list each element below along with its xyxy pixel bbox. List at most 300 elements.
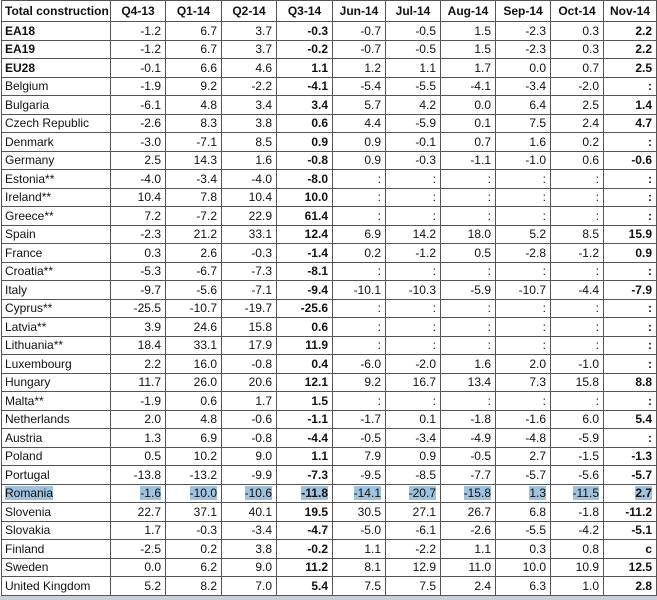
cell-value: -0.5 [415, 23, 436, 38]
row-label-text: EA18 [5, 23, 36, 38]
construction-table [1, 0, 657, 596]
cell-q4 [111, 244, 166, 263]
cell-value: -4.4 [578, 282, 599, 297]
cell-value: -4.1 [470, 79, 491, 94]
cell-sep [496, 318, 551, 337]
cell-value: -10.7 [518, 282, 546, 297]
cell-q1 [166, 262, 222, 281]
cell-oct [551, 558, 604, 577]
cell-jul [386, 22, 441, 41]
row-label [2, 336, 111, 355]
cell-value: 1.6 [255, 153, 272, 168]
cell-aug [441, 503, 496, 522]
cell-aug [441, 133, 496, 152]
cell-value: 2.7 [635, 486, 652, 501]
cell-q4 [111, 114, 166, 133]
cell-q4 [111, 188, 166, 207]
cell-jul [386, 207, 441, 226]
cell-aug [441, 373, 496, 392]
cell-oct [551, 540, 604, 559]
cell-q2 [222, 392, 277, 411]
cell-value: -7.9 [631, 282, 652, 297]
cell-value: 33.1 [193, 338, 217, 353]
cell-jun [333, 429, 386, 448]
cell-value: : [648, 430, 652, 445]
cell-q1 [166, 577, 222, 596]
cell-value: : [487, 264, 491, 279]
cell-value: -1.3 [631, 449, 652, 464]
cell-q3 [277, 558, 333, 577]
cell-oct [551, 429, 604, 448]
cell-jul [386, 151, 441, 170]
cell-q4 [111, 281, 166, 300]
cell-oct [551, 262, 604, 281]
cell-value: -0.8 [307, 153, 328, 168]
cell-value: -1.7 [360, 412, 381, 427]
cell-aug [441, 188, 496, 207]
row-header-title: Total construction [2, 1, 111, 22]
cell-q2 [222, 207, 277, 226]
cell-q4 [111, 59, 166, 78]
row-label-text: Italy [5, 282, 28, 297]
cell-value: 0.6 [311, 319, 328, 334]
cell-value: 10.9 [575, 560, 599, 575]
cell-q3 [277, 22, 333, 41]
cell-value: -0.3 [196, 523, 217, 538]
row-label-text: Cyprus** [5, 301, 53, 316]
cell-value: 0.7 [582, 60, 599, 75]
cell-value: -13.8 [133, 467, 161, 482]
cell-value: -1.2 [578, 245, 599, 260]
cell-value: : [432, 208, 436, 223]
cell-value: -1.0 [578, 356, 599, 371]
cell-value: 0.0 [144, 560, 161, 575]
cell-sep [496, 336, 551, 355]
cell-oct [551, 151, 604, 170]
cell-jun [333, 22, 386, 41]
cell-jun [333, 355, 386, 374]
cell-value: : [648, 264, 652, 279]
cell-value: 2.0 [144, 412, 161, 427]
cell-value: -9.7 [140, 282, 161, 297]
row-label-text: Greece** [5, 208, 54, 223]
cell-q3 [277, 262, 333, 281]
cell-q1 [166, 225, 222, 244]
cell-q3 [277, 410, 333, 429]
cell-aug [441, 170, 496, 189]
cell-value: -7.3 [307, 467, 328, 482]
table-row [2, 207, 657, 226]
cell-value: 4.6 [255, 60, 272, 75]
cell-value: : [377, 338, 381, 353]
cell-nov [604, 503, 657, 522]
cell-value: 9.0 [255, 560, 272, 575]
cell-value: 2.5 [144, 153, 161, 168]
cell-q3 [277, 170, 333, 189]
cell-value: 10.4 [248, 190, 272, 205]
cell-jul [386, 558, 441, 577]
cell-value: -3.4 [196, 171, 217, 186]
row-label-text: Ireland** [5, 190, 52, 205]
cell-q2 [222, 503, 277, 522]
cell-sep [496, 392, 551, 411]
cell-jun [333, 77, 386, 96]
row-label [2, 207, 111, 226]
cell-value: -5.4 [360, 79, 381, 94]
cell-value: -0.2 [307, 42, 328, 57]
cell-q4 [111, 262, 166, 281]
column-header: Q3-14 [277, 1, 333, 22]
cell-q2 [222, 558, 277, 577]
cell-q3 [277, 521, 333, 540]
cell-jun [333, 447, 386, 466]
cell-value: 6.8 [529, 504, 546, 519]
cell-nov [604, 151, 657, 170]
cell-value: -3.4 [525, 79, 546, 94]
cell-oct [551, 77, 604, 96]
cell-nov [604, 355, 657, 374]
cell-value: -4.8 [525, 430, 546, 445]
cell-value: -0.3 [415, 153, 436, 168]
cell-jul [386, 40, 441, 59]
cell-value: -0.5 [360, 430, 381, 445]
cell-q4 [111, 22, 166, 41]
cell-sep [496, 410, 551, 429]
cell-sep [496, 540, 551, 559]
cell-q1 [166, 281, 222, 300]
cell-value: 1.1 [364, 541, 381, 556]
cell-nov [604, 336, 657, 355]
row-label [2, 577, 111, 596]
cell-q4 [111, 466, 166, 485]
cell-value: 16.7 [412, 375, 436, 390]
row-label [2, 392, 111, 411]
cell-value: -0.5 [415, 42, 436, 57]
cell-jul [386, 521, 441, 540]
cell-jul [386, 577, 441, 596]
cell-value: 26.0 [193, 375, 217, 390]
row-label [2, 503, 111, 522]
cell-value: -0.3 [251, 245, 272, 260]
cell-nov [604, 96, 657, 115]
cell-value: 0.0 [474, 97, 491, 112]
cell-sep [496, 77, 551, 96]
cell-value: 22.7 [137, 504, 161, 519]
cell-value: 0.9 [364, 134, 381, 149]
cell-value: 0.6 [200, 393, 217, 408]
cell-value: 15.8 [248, 319, 272, 334]
cell-value: 0.3 [144, 245, 161, 260]
cell-value: : [542, 301, 546, 316]
cell-value: 7.5 [529, 116, 546, 131]
cell-value: 30.5 [357, 504, 381, 519]
cell-value: 1.0 [582, 578, 599, 593]
cell-sep [496, 373, 551, 392]
cell-aug [441, 447, 496, 466]
column-header: Q4-13 [111, 1, 166, 22]
cell-sep [496, 207, 551, 226]
cell-q1 [166, 540, 222, 559]
cell-value: -10.6 [244, 486, 272, 501]
cell-value: -7.7 [470, 467, 491, 482]
row-label [2, 77, 111, 96]
cell-value: 0.9 [635, 245, 652, 260]
cell-value: -10.0 [189, 486, 217, 501]
cell-oct [551, 188, 604, 207]
cell-q2 [222, 318, 277, 337]
cell-q4 [111, 429, 166, 448]
cell-q2 [222, 466, 277, 485]
cell-value: : [487, 301, 491, 316]
cell-sep [496, 466, 551, 485]
cell-q1 [166, 114, 222, 133]
cell-sep [496, 299, 551, 318]
cell-value: -1.6 [140, 486, 161, 501]
row-label-text: Finland [5, 541, 45, 556]
cell-q4 [111, 558, 166, 577]
cell-q3 [277, 244, 333, 263]
cell-value: 8.2 [200, 578, 217, 593]
cell-value: 1.5 [474, 42, 491, 57]
cell-nov [604, 244, 657, 263]
cell-value: 40.1 [248, 504, 272, 519]
table-row [2, 133, 657, 152]
cell-oct [551, 225, 604, 244]
cell-value: 0.1 [474, 116, 491, 131]
cell-value: : [432, 319, 436, 334]
cell-value: : [377, 171, 381, 186]
cell-q1 [166, 151, 222, 170]
cell-value: -1.2 [415, 245, 436, 260]
cell-value: : [595, 301, 599, 316]
cell-jul [386, 281, 441, 300]
cell-value: : [648, 393, 652, 408]
table-row [2, 336, 657, 355]
cell-jun [333, 188, 386, 207]
cell-jun [333, 262, 386, 281]
cell-value: 5.4 [635, 412, 652, 427]
cell-value: -0.1 [415, 134, 436, 149]
cell-value: 0.9 [364, 153, 381, 168]
cell-value: 1.7 [474, 60, 491, 75]
cell-value: 0.3 [529, 541, 546, 556]
cell-aug [441, 318, 496, 337]
table-row [2, 114, 657, 133]
cell-value: -7.1 [251, 282, 272, 297]
cell-value: : [542, 171, 546, 186]
cell-q3 [277, 392, 333, 411]
cell-value: 1.5 [474, 23, 491, 38]
cell-q2 [222, 484, 277, 503]
row-label-text: Slovakia [5, 523, 51, 538]
cell-value: 37.1 [193, 504, 217, 519]
cell-q1 [166, 373, 222, 392]
cell-nov [604, 114, 657, 133]
row-label [2, 540, 111, 559]
cell-q4 [111, 410, 166, 429]
cell-value: 1.5 [311, 393, 328, 408]
cell-value: -1.8 [470, 412, 491, 427]
cell-jun [333, 503, 386, 522]
cell-sep [496, 22, 551, 41]
cell-oct [551, 392, 604, 411]
cell-jul [386, 484, 441, 503]
cell-q3 [277, 59, 333, 78]
cell-value: 0.0 [529, 60, 546, 75]
cell-value: -9.5 [360, 467, 381, 482]
cell-q3 [277, 281, 333, 300]
cell-value: 0.8 [582, 541, 599, 556]
table-row [2, 96, 657, 115]
cell-value: 22.9 [248, 208, 272, 223]
cell-oct [551, 299, 604, 318]
cell-jul [386, 59, 441, 78]
cell-value: 1.6 [474, 356, 491, 371]
cell-oct [551, 114, 604, 133]
cell-jul [386, 225, 441, 244]
cell-value: 5.2 [144, 578, 161, 593]
cell-q2 [222, 577, 277, 596]
cell-nov [604, 59, 657, 78]
cell-value: -11.2 [625, 504, 652, 519]
cell-jun [333, 225, 386, 244]
cell-value: 0.3 [582, 23, 599, 38]
cell-value: 7.0 [255, 578, 272, 593]
cell-value: 3.9 [144, 319, 161, 334]
cell-q4 [111, 299, 166, 318]
row-label [2, 447, 111, 466]
cell-value: -2.3 [140, 227, 161, 242]
cell-value: 8.5 [582, 227, 599, 242]
cell-value: 14.3 [193, 153, 217, 168]
cell-q2 [222, 299, 277, 318]
column-header: Jul-14 [386, 1, 441, 22]
cell-sep [496, 40, 551, 59]
cell-value: -0.5 [470, 449, 491, 464]
row-label [2, 244, 111, 263]
cell-value: : [432, 264, 436, 279]
row-label [2, 40, 111, 59]
cell-oct [551, 22, 604, 41]
cell-q4 [111, 207, 166, 226]
cell-value: : [648, 356, 652, 371]
cell-value: : [432, 338, 436, 353]
row-label-text: Germany [5, 153, 55, 168]
cell-value: 4.8 [200, 412, 217, 427]
cell-value: 7.9 [364, 449, 381, 464]
cell-q4 [111, 447, 166, 466]
cell-jul [386, 410, 441, 429]
row-label [2, 59, 111, 78]
cell-q2 [222, 96, 277, 115]
cell-value: 7.5 [364, 578, 381, 593]
cell-sep [496, 262, 551, 281]
cell-q4 [111, 40, 166, 59]
window-bottom-bar [0, 596, 657, 600]
cell-jun [333, 244, 386, 263]
cell-jul [386, 466, 441, 485]
cell-value: : [377, 190, 381, 205]
row-label [2, 521, 111, 540]
cell-nov [604, 466, 657, 485]
cell-value: 16.0 [193, 356, 217, 371]
row-label [2, 133, 111, 152]
table-row [2, 170, 657, 189]
cell-value: 20.6 [248, 375, 272, 390]
row-label [2, 558, 111, 577]
cell-value: 1.3 [529, 486, 546, 501]
cell-value: : [487, 338, 491, 353]
cell-jun [333, 40, 386, 59]
cell-value: -10.7 [189, 301, 217, 316]
cell-value: -0.8 [251, 430, 272, 445]
cell-jun [333, 299, 386, 318]
table-row [2, 77, 657, 96]
cell-value: 4.8 [200, 97, 217, 112]
cell-value: -20.7 [408, 486, 436, 501]
cell-aug [441, 392, 496, 411]
cell-value: 1.3 [144, 430, 161, 445]
row-label-text: EA19 [5, 42, 36, 57]
cell-value: 6.3 [529, 578, 546, 593]
table-row [2, 40, 657, 59]
table-row [2, 244, 657, 263]
cell-value: : [648, 338, 652, 353]
row-label [2, 96, 111, 115]
cell-nov [604, 521, 657, 540]
row-label-text: Sweden [5, 560, 49, 575]
cell-aug [441, 77, 496, 96]
cell-value: -8.0 [307, 171, 328, 186]
row-label-text: Malta** [5, 393, 44, 408]
cell-q4 [111, 225, 166, 244]
cell-q4 [111, 503, 166, 522]
cell-value: -2.2 [251, 79, 272, 94]
table-row [2, 355, 657, 374]
cell-value: -13.2 [189, 467, 217, 482]
cell-value: 2.4 [582, 116, 599, 131]
cell-value: -0.6 [631, 153, 652, 168]
table-row [2, 151, 657, 170]
cell-jul [386, 133, 441, 152]
cell-q4 [111, 392, 166, 411]
cell-q2 [222, 114, 277, 133]
cell-jul [386, 96, 441, 115]
cell-value: -2.0 [578, 79, 599, 94]
cell-aug [441, 281, 496, 300]
cell-value: : [432, 393, 436, 408]
cell-value: -5.9 [470, 282, 491, 297]
cell-nov [604, 410, 657, 429]
row-label [2, 299, 111, 318]
cell-value: : [377, 319, 381, 334]
row-label-text: France [5, 245, 43, 260]
cell-oct [551, 170, 604, 189]
cell-oct [551, 207, 604, 226]
cell-value: 10.4 [137, 190, 161, 205]
cell-jun [333, 170, 386, 189]
cell-value: -1.5 [578, 449, 599, 464]
column-header: Q2-14 [222, 1, 277, 22]
cell-q4 [111, 484, 166, 503]
cell-q2 [222, 429, 277, 448]
cell-value: 2.6 [200, 245, 217, 260]
cell-value: -2.6 [140, 116, 161, 131]
cell-value: -10.1 [353, 282, 381, 297]
cell-value: -6.1 [415, 523, 436, 538]
cell-value: 6.9 [200, 430, 217, 445]
cell-value: 12.9 [412, 560, 436, 575]
